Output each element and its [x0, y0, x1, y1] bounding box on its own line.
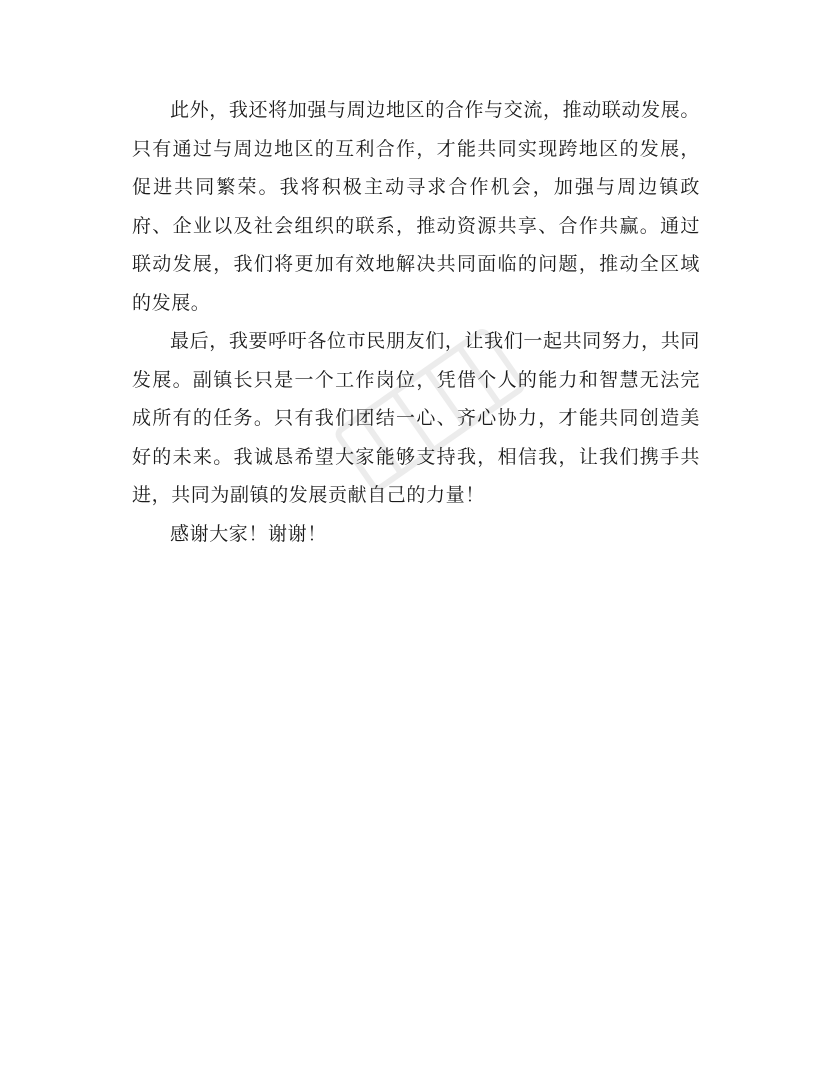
paragraph-cooperation: 此外，我还将加强与周边地区的合作与交流，推动联动发展。只有通过与周边地区的互利合作，才能共同实现跨地区的发展，促进共同繁荣。我将积极主动寻求合作机会，加强与周边镇政府、企业以及社会组织的联系，推动资源共享、合作共赢。通过联动发展，我们将更加有效地解决共同面临的问题，推动全区域的发展。 — [132, 99, 700, 314]
paragraph-thanks: 感谢大家！谢谢！ — [170, 522, 327, 545]
document-body — [132, 91, 700, 553]
paragraph-appeal: 最后，我要呼吁各位市民朋友们，让我们一起共同努力，共同发展。副镇长只是一个工作岗位，凭借个人的能力和智慧无法完成所有的任务。只有我们团结一心、齐心协力，才能共同创造美好的未来。我诚恳希望大家能够支持我，相信我，让我们携手共进，共同为副镇的发展贡献自己的力量！ — [132, 330, 700, 506]
